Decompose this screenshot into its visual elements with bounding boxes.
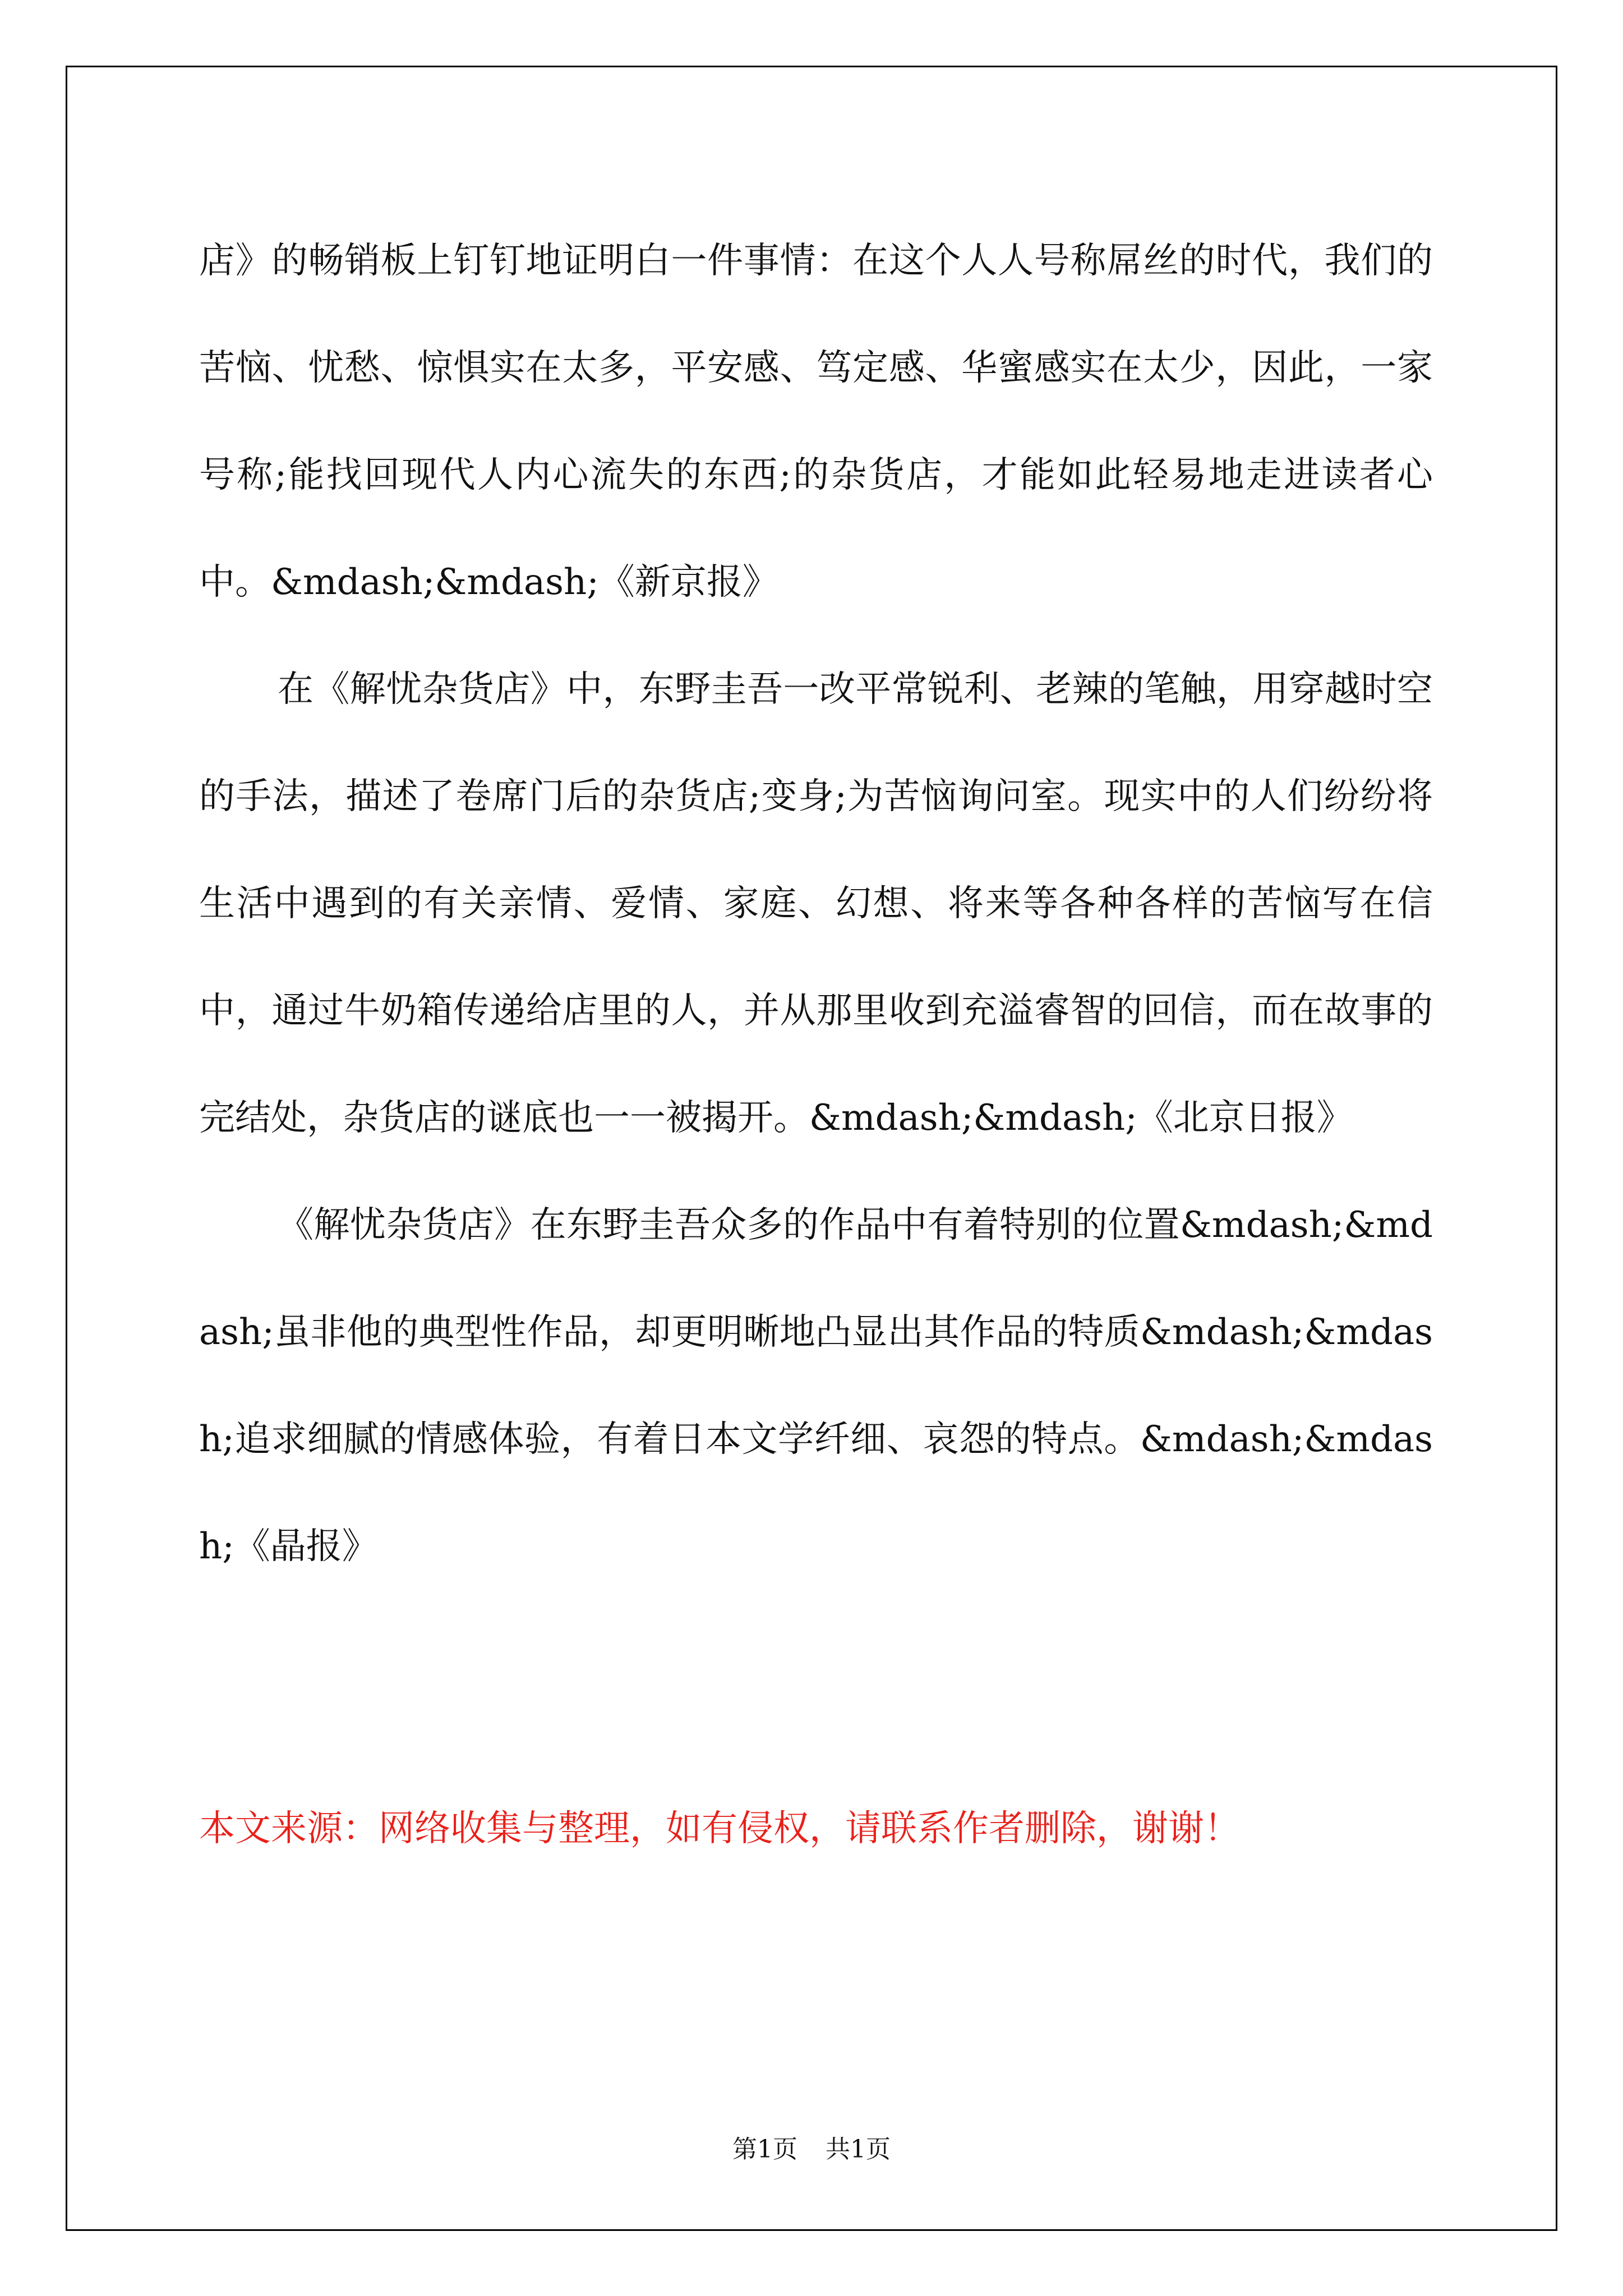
source-disclaimer: 本文来源：网络收集与整理，如有侵权，请联系作者删除，谢谢！ bbox=[199, 1808, 1240, 1849]
paragraph-1: 店》的畅销板上钉钉地证明白一件事情：在这个人人号称屌丝的时代，我们的苦恼、忧愁、惊惧实在太多，平安感、笃定感、华蜜感实在太少，因此，一家号称;能找回现代人内心流失的东西;的杂货店，才能如此轻易地走进读者心中。&mdash;&mdash;《新京报》 bbox=[199, 240, 1433, 603]
page-number: 第1页 bbox=[732, 2135, 797, 2164]
paragraph-3: 《解忧杂货店》在东野圭吾众多的作品中有着特别的位置&mdash;&mdash;虽非他的典型性作品，却更明晰地凸显出其作品的特质&mdash;&mdash;追求细腻的情感体验，有着日本文学纤细、哀怨的特点。&mdash;&mdash;《晶报》 bbox=[199, 1204, 1433, 1567]
page-total: 共1页 bbox=[826, 2135, 891, 2164]
paragraph-2: 在《解忧杂货店》中，东野圭吾一改平常锐利、老辣的笔触，用穿越时空的手法，描述了卷席门后的杂货店;变身;为苦恼询问室。现实中的人们纷纷将生活中遇到的有关亲情、爱情、家庭、幻想、将来等各种各样的苦恼写在信中，通过牛奶箱传递给店里的人，并从那里收到充溢睿智的回信，而在故事的完结处，杂货店的谜底也一一被揭开。&mdash;&mdash;《北京日报》 bbox=[199, 669, 1433, 1139]
document-body bbox=[199, 208, 1433, 1600]
page-footer bbox=[0, 2129, 1623, 2165]
